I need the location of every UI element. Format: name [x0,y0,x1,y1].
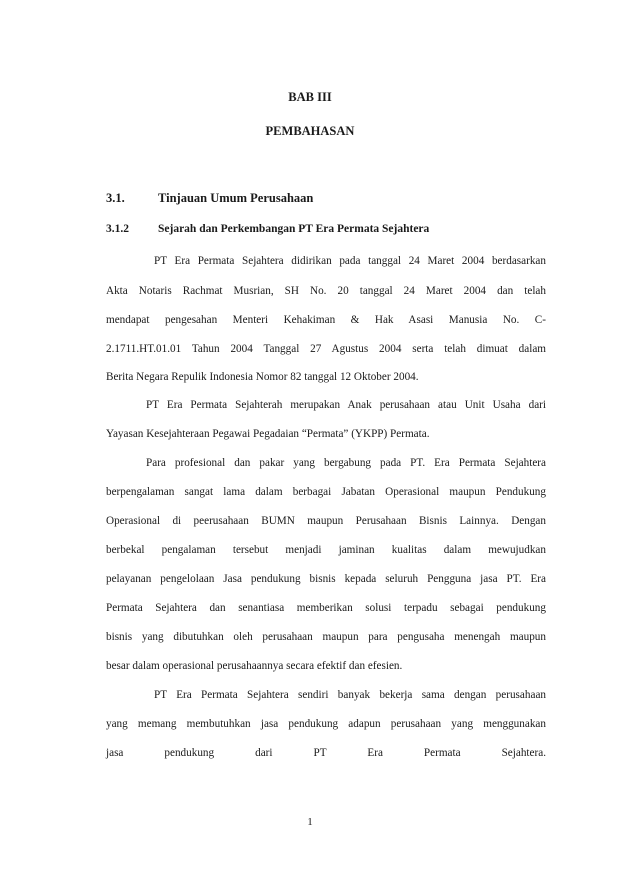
chapter-title: PEMBAHASAN [265,124,355,138]
body-line: PT Era Permata Sejahterah merupakan Anak perusahaan atau Unit Usaha dari [146,399,546,411]
body-line: pelayanan pengelolaan Jasa pendukung bisnis kepada seluruh Pengguna jasa PT. Era [106,573,546,585]
page-number: 1 [307,816,313,828]
subsection-title: Sejarah dan Perkembangan PT Era Permata Sejahtera [158,223,430,235]
body-line: Permata Sejahtera dan senantiasa memberikan solusi terpadu sebagai pendukung [106,602,546,614]
body-line: besar dalam operasional perusahaannya secara efektif dan efesien. [106,660,403,672]
body-line: bisnis yang dibutuhkan oleh perusahaan maupun para pengusaha menengah maupun [106,631,546,643]
body-line: yang memang membutuhkan jasa pendukung adapun perusahaan yang menggunakan [106,718,546,730]
body-line: berbekal pengalaman tersebut menjadi jaminan kualitas dalam mewujudkan [106,544,546,556]
chapter-number: BAB III [288,90,332,104]
body-line: Akta Notaris Rachmat Musrian, SH No. 20 tanggal 24 Maret 2004 dan telah [106,285,546,297]
section-number: 3.1. [106,191,125,205]
subsection-heading [106,223,429,235]
body-line: berpengalaman sangat lama dalam berbagai Jabatan Operasional maupun Pendukung [106,486,546,498]
body-line: Berita Negara Repulik Indonesia Nomor 82 tanggal 12 Oktober 2004. [106,371,419,383]
subsection-number: 3.1.2 [106,223,129,235]
body-line: Operasional di peerusahaan BUMN maupun Perusahaan Bisnis Lainnya. Dengan [106,515,546,527]
body-line: Yayasan Kesejahteraan Pegawai Pegadaian “Permata” (YKPP) Permata. [106,428,430,440]
section-title: Tinjauan Umum Perusahaan [158,191,314,205]
body-line: mendapat pengesahan Menteri Kehakiman & Hak Asasi Manusia No. C- [106,314,546,326]
section-heading [106,191,313,206]
body-line: Para profesional dan pakar yang bergabung pada PT. Era Permata Sejahtera [146,457,546,469]
body-line: PT Era Permata Sejahtera sendiri banyak bekerja sama dengan perusahaan [154,689,546,701]
body-line: PT Era Permata Sejahtera didirikan pada tanggal 24 Maret 2004 berdasarkan [154,255,546,267]
body-line: jasa pendukung dari PT Era Permata Sejahtera. [106,747,546,759]
body-line: 2.1711.HT.01.01 Tahun 2004 Tanggal 27 Agustus 2004 serta telah dimuat dalam [106,343,546,355]
